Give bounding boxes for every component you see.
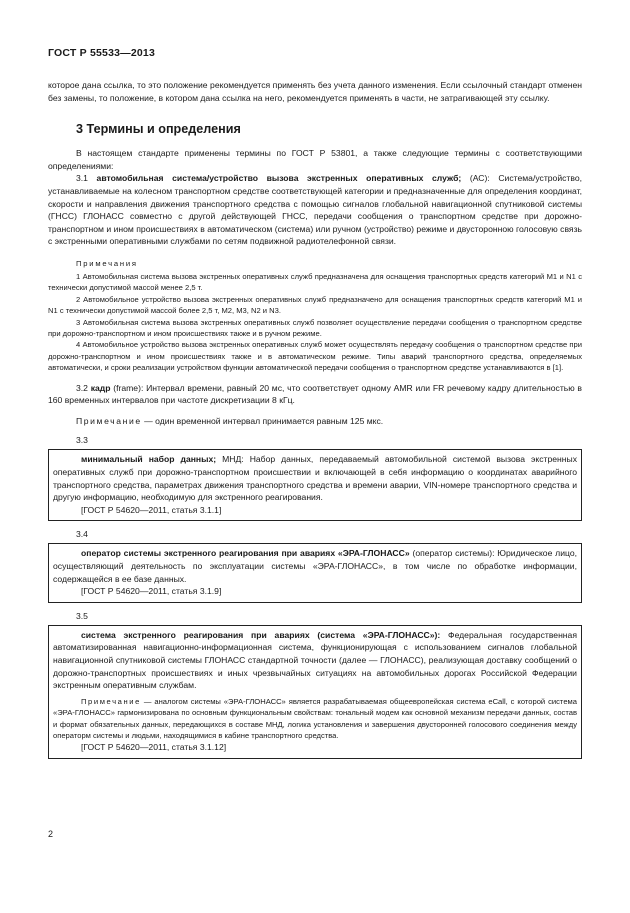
document-body [48, 79, 582, 759]
term-3-3 [53, 453, 577, 503]
term-3-3-reference: [ГОСТ Р 54620—2011, статья 3.1.1] [81, 504, 222, 515]
term-3-5-box [48, 625, 582, 759]
term-3-1 [48, 172, 582, 248]
term-3-2-note-label: Примечание [76, 415, 142, 426]
page-number: 2 [48, 829, 54, 839]
term-3-5-reference: [ГОСТ Р 54620—2011, статья 3.1.12] [81, 742, 227, 753]
note-4: 4 Автомобильное устройство вызова экстренных оперативных служб может осуществлять передачу сообщения о транспортном средстве при дорожно-транспортном и ином происшествиях также и в автоматическом режиме. Типы аварий транспортного средства, определяемых автоматически, и сроки реализации устройством функции автоматической передачи сообщения о транспортном средстве устанавливаются в [1]. [48, 340, 582, 373]
term-3-5-note [53, 696, 577, 742]
term-3-5-definition: Федеральная государственная автоматизированная навигационно-информационная система, функционирующая с использованием сигналов глобальной навигационной спутниковой системы ГЛОНАСС стандартной точности (далее — ГЛОНАСС), реализующая доставку сообщений о дорожно-транспортных происшествиях и иных чрезвычайных ситуациях на автомобильных дорогах Российской Федерации экстренным оперативным службам. [53, 629, 577, 691]
term-3-3-number: 3.3 [76, 435, 88, 446]
term-3-2 [48, 382, 582, 407]
section-lead: В настоящем стандарте применены термины по ГОСТ Р 53801, а также следующие термины с соответствующими определениями: [48, 148, 582, 171]
note-2: 2 Автомобильное устройство вызова экстренных оперативных служб предназначено для оснащения транспортных средств категорий М1 и N1 с технически допустимой массой более 2,5 т, М2, М3, N2 и N3. [48, 294, 582, 316]
term-3-2-number: 3.2 [76, 382, 91, 393]
term-3-3-box [48, 449, 582, 521]
note-3: 3 Автомобильная система вызова экстренных оперативных служб позволяет осуществление передачи сообщения о транспортном средстве при дорожно-транспортном и ином происшествиях также и в ручном режиме. [48, 317, 582, 338]
document-header: ГОСТ Р 55533—2013 [48, 47, 156, 59]
term-3-5-note-text: — аналогом системы «ЭРА-ГЛОНАСС» является разрабатываемая общеевропейская система eCall, с которой система «ЭРА-ГЛОНАСС» гармонизирована по основным функциональным свойствам: тональный модем как основной механизм передачи данных, состав и формат обязательных данных, передающихся в составе МНД, логика установления и завершения двусторонней голосового соединения между операторм системы и людьми, находящимися в кабине транспортного средства. [53, 696, 577, 740]
note-1: 1 Автомобильная система вызова экстренных оперативных служб предназначена для оснащения транспортных средств категорий М1 и N1 с технически допустимой массой менее 2,5 т. [48, 271, 582, 293]
term-3-2-title: кадр [90, 382, 111, 393]
intro-paragraph: которое дана ссылка, то это положение рекомендуется применять без учета данного изменения. Если ссылочный стандарт отменен без замены, то положение, в котором дана ссылка на него, рекомендуется применять в части, не затрагивающей эту ссылку. [48, 80, 582, 103]
term-3-4 [53, 547, 577, 585]
term-3-4-reference: [ГОСТ Р 54620—2011, статья 3.1.9] [81, 586, 222, 597]
term-3-5-note-label: Примечание [81, 696, 141, 706]
term-3-2-definition: (frame): Интервал времени, равный 20 мс, что соответствует одному AMR или FR речевому кадру длительностью в 160 временных интервалов при частоте дискретизации 8 кГц. [48, 382, 582, 406]
term-3-1-definition: (АС): Система/устройство, устанавливаемые на колесном транспортном средстве соответствующей категории и предназначенные для определения координат, скорости и направления движения транспортного средства с помощью сигналов глобальной навигационной спутниковой системы (ГНСС) ГЛОНАСС совместно с другой действующей ГНСС, передачи сообщения о транспортном средстве при дорожно-транспортном и ином происшествиях в автоматическом (система) или ручном (устройство) режиме и двусторонною голосовую связь с экстренными оперативными службами по сетям подвижной радиотелефонной связи. [48, 173, 582, 247]
section-title: 3 Термины и определения [76, 122, 241, 137]
term-3-1-number: 3.1 [76, 173, 97, 184]
term-3-1-title: автомобильная система/устройство вызова экстренных оперативных служб; [96, 173, 462, 184]
term-3-3-definition: МНД: Набор данных, передаваемый автомобильной системой вызова экстренных оперативных служб при дорожно-транспортном происшествии и включающей в себя информацию о координатах аварийного транспортного средства, параметрах движения транспортного средства и времени аварии, VIN-номере транспортного средства и другую информацию, необходимую для экстренного реагирования. [53, 454, 577, 503]
term-3-4-box [48, 543, 582, 602]
term-3-4-title: оператор системы экстренного реагирования при авариях «ЭРА-ГЛОНАСС» [81, 548, 410, 559]
term-3-2-note [48, 415, 582, 428]
notes-heading: Примечания [76, 258, 138, 268]
term-3-4-definition: (оператор системы): Юридическое лицо, осуществляющий деятельность по эксплуатации системы «ЭРА-ГЛОНАСС», в том числе по обработке информации, содержащейся в ее базе данных. [53, 548, 577, 584]
term-3-5 [53, 629, 577, 692]
term-3-5-number: 3.5 [76, 610, 88, 621]
term-3-5-title: система экстренного реагирования при авариях (система «ЭРА-ГЛОНАСС»): [81, 629, 441, 640]
term-3-3-title: минимальный набор данных; [81, 454, 217, 465]
term-3-2-note-text: — один временной интервал принимается равным 125 мкс. [141, 415, 384, 426]
term-3-4-number: 3.4 [76, 529, 88, 540]
